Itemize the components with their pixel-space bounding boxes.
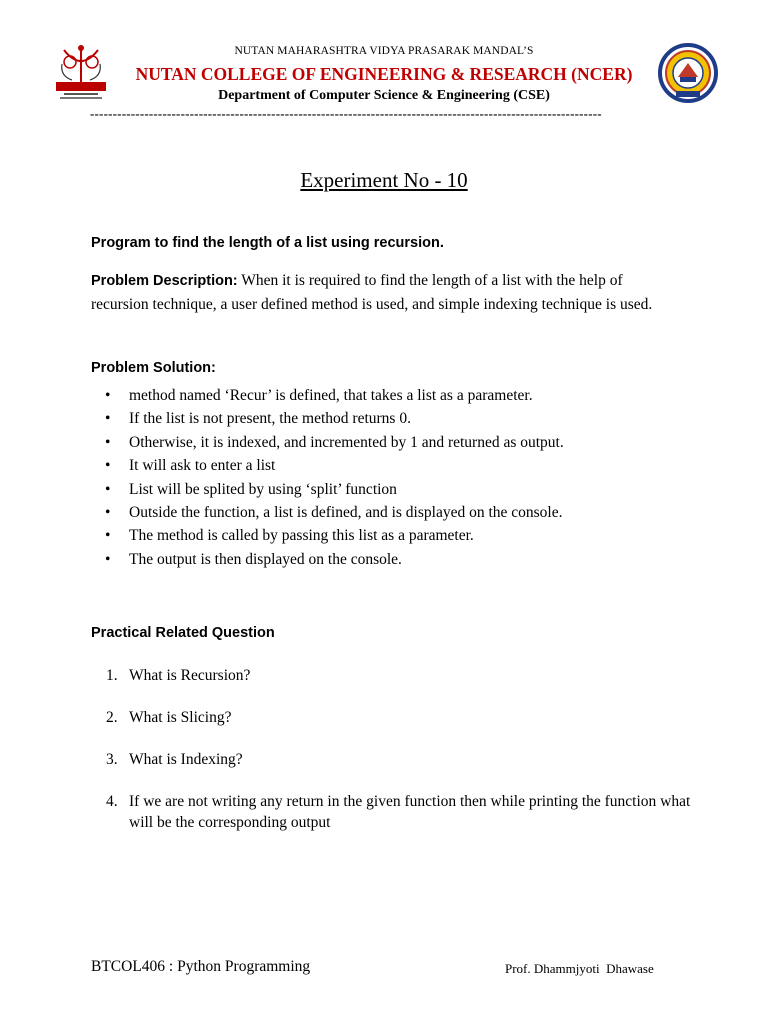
- header-divider: -----------------------------------------------------------------------------------------------------------------: [90, 108, 602, 120]
- solution-list: [91, 384, 564, 571]
- question-item: [106, 707, 696, 728]
- program-title: Program to find the length of a list using recursion.: [91, 235, 444, 251]
- bullet-icon: •: [105, 387, 111, 404]
- list-item: • method named ‘Recur’ is defined, that takes a list as a parameter.: [91, 384, 564, 407]
- bullet-icon: •: [105, 550, 111, 568]
- question-item: [106, 749, 696, 770]
- question-text: What is Indexing?: [129, 751, 243, 768]
- question-number: 3.: [106, 751, 118, 768]
- bullet-icon: •: [105, 457, 111, 475]
- list-item: • Outside the function, a list is defined, and is displayed on the console.: [91, 501, 564, 524]
- problem-description-label: Problem Description:: [91, 273, 238, 289]
- bullet-icon: •: [105, 480, 111, 498]
- question-number: 2.: [106, 709, 118, 726]
- list-item: • Otherwise, it is indexed, and incremented by 1 and returned as output.: [91, 431, 564, 454]
- experiment-title: Experiment No - 10: [300, 168, 468, 192]
- society-name: NUTAN MAHARASHTRA VIDYA PRASARAK MANDAL’S: [234, 45, 534, 57]
- question-item: [106, 791, 696, 833]
- department-name: Department of Computer Science & Engineering (CSE): [218, 88, 550, 103]
- problem-description-text: When it is required to find the length of a list with the help of recursion technique, a user defined method is used, and simple indexing technique is used.: [91, 272, 653, 313]
- list-item: • The output is then displayed on the console.: [91, 548, 564, 571]
- bullet-icon: •: [105, 410, 111, 428]
- practical-questions-title: Practical Related Question: [91, 625, 275, 641]
- bullet-icon: •: [105, 527, 111, 545]
- question-number: 1.: [106, 667, 118, 684]
- college-name: NUTAN COLLEGE OF ENGINEERING & RESEARCH (NCER): [135, 64, 633, 84]
- question-number: 4.: [106, 793, 118, 810]
- list-item: • The method is called by passing this list as a parameter.: [91, 524, 564, 547]
- footer-course: BTCOL406 : Python Programming: [91, 958, 311, 975]
- list-item: • List will be splited by using ‘split’ function: [91, 478, 564, 501]
- list-item: • It will ask to enter a list: [91, 454, 564, 477]
- problem-description: [91, 269, 681, 317]
- question-item: [106, 665, 696, 686]
- question-text: If we are not writing any return in the given function then while printing the function what will be the corresponding output: [129, 793, 691, 831]
- problem-solution-title: Problem Solution:: [91, 360, 216, 376]
- footer-professor: Prof. Dhammjyoti Dhawase: [505, 961, 654, 976]
- bullet-icon: •: [105, 433, 111, 451]
- list-item: • If the list is not present, the method returns 0.: [91, 407, 564, 430]
- question-text: What is Recursion?: [129, 667, 251, 684]
- question-text: What is Slicing?: [129, 709, 232, 726]
- bullet-icon: •: [105, 503, 111, 521]
